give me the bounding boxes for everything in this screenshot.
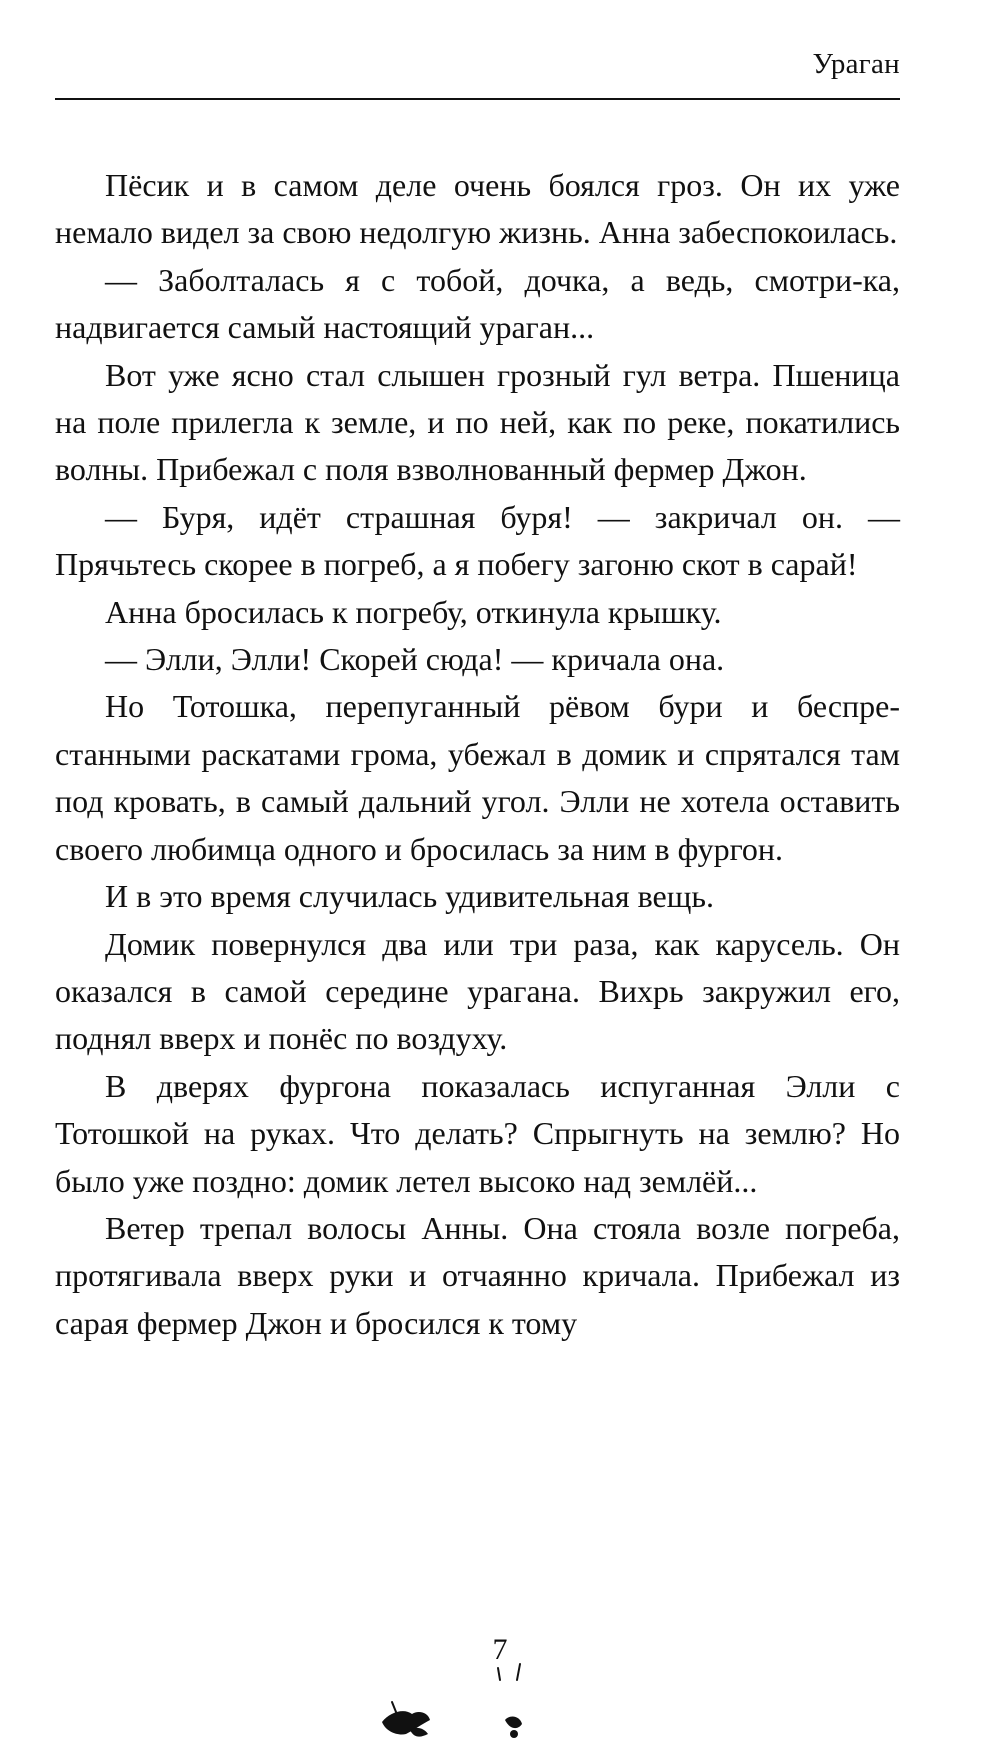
paragraph: Вот уже ясно стал слышен грозный гул ветра. Пшеница на поле прилегла к земле, и по ней, как по реке, покатились волны. Прибежал с поля взволнованный фермер Джон. <box>55 356 900 488</box>
ornament-illustration <box>370 1650 570 1743</box>
page-number: 7 <box>492 1633 508 1666</box>
paragraph: — Заболталась я с тобой, дочка, а ведь, смотри-ка, надвигается самый настоящий ураган... <box>55 261 900 346</box>
paragraph: Пёсик и в самом деле очень боялся гроз. Он их уже немало видел за свою недолгую жизнь. Анна забеспокоилась. <box>55 167 900 251</box>
paragraph: И в это время случилась удивительная вещь. <box>105 878 714 915</box>
header-rule <box>55 98 900 100</box>
paragraph: В дверях фургона показалась испуганная Элли с Тотошкой на руках. Что делать? Спрыгнуть на землю? Но было уже поздно: домик летел высоко над землёй... <box>55 1067 900 1199</box>
paragraph: Но Тотошка, перепуганный рёвом бури и беспрестанными раскатами грома, убежал в домик и спрятался там под кровать, в самый дальний угол. Элли не хотела оставить своего любимца одного и бросилась за ним в фургон. <box>55 688 900 867</box>
paragraph: — Буря, идёт страшная буря! — закричал он. — Прячьтесь скорее в погреб, а я побегу загоню скот в сарай! <box>55 498 900 583</box>
body-text <box>55 162 900 1347</box>
paragraph: Ветер трепал волосы Анны. Она стояла возле погреба, протягивала вверх руки и отчаянно кричала. Прибежал из сарая фермер Джон и бросился к тому <box>55 1209 900 1341</box>
paragraph: Анна бросилась к погребу, откинула крышку. <box>105 593 722 630</box>
paragraph: — Элли, Элли! Скорей сюда! — кричала она. <box>105 641 725 678</box>
running-header-title: Ураган <box>812 48 900 80</box>
paragraph: Домик повернулся два или три раза, как карусель. Он оказался в самой середине урагана. Вихрь закружил его, поднял вверх и понёс по воздуху. <box>55 925 900 1057</box>
